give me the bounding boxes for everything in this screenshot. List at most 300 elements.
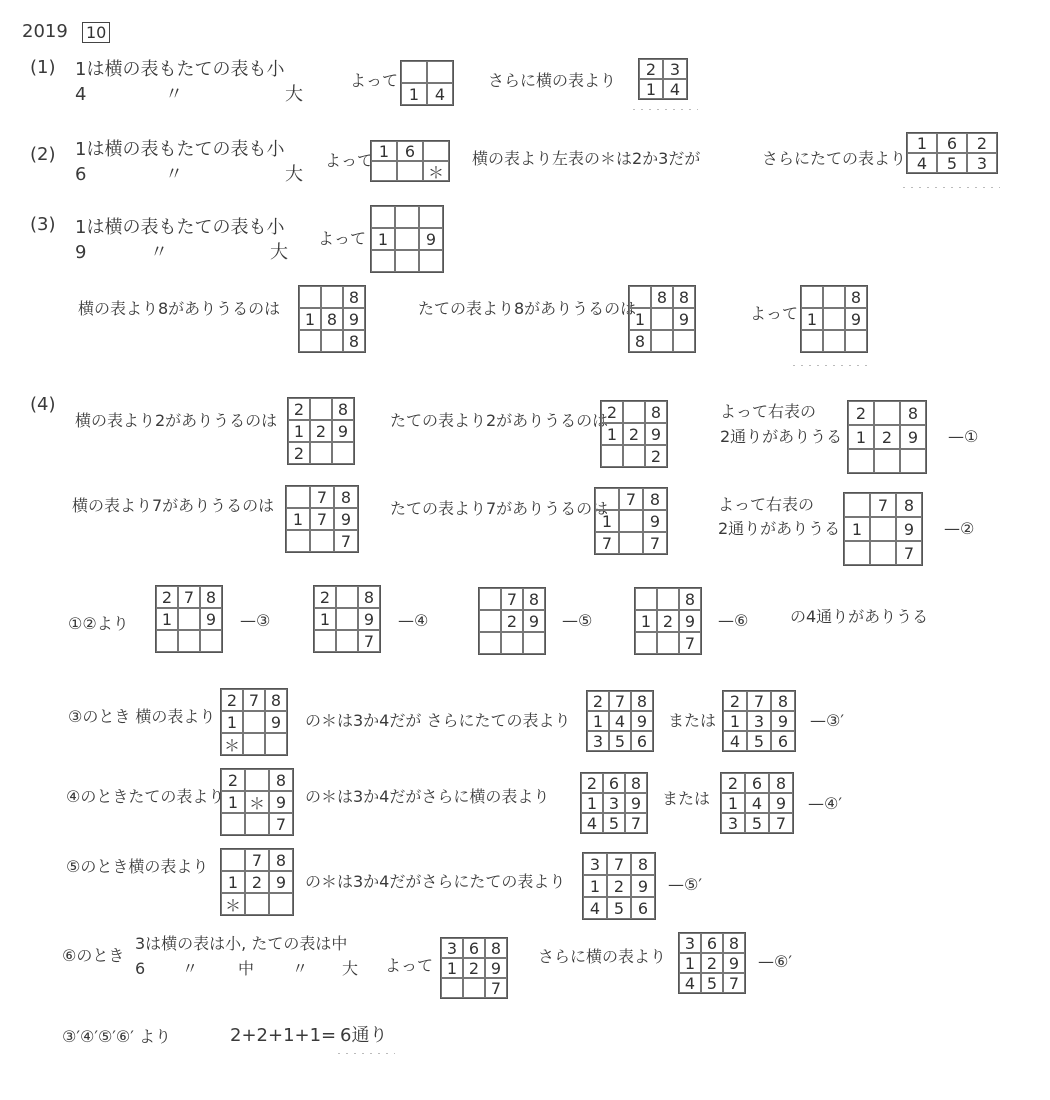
p4-r2-g2-cell-1-1 [619,510,643,532]
p4-r1-g1-cell-2-1 [310,442,332,464]
p3-tate-text: たての表より8がありうるのは [418,299,637,318]
p4-r3-g1-cell-0-2: 8 [200,586,222,608]
p4-r2-g2-cell-2-1 [619,532,643,554]
p4-r3-g1-cell-1-1 [178,608,200,630]
p4-r7-g2-cell-1-1: 2 [701,953,723,973]
p4-r2-g3-cell-0-2: 8 [896,493,922,517]
p4-r4-g1-cell-0-2: 8 [265,689,287,711]
p4-r7-g2 [678,932,746,994]
p4-r2-g1-cell-0-1: 7 [310,486,334,508]
p4-r3-g1 [155,585,223,653]
p4-r3-g1-cell-2-1 [178,630,200,652]
p4-r5-g1-cell-1-2: 9 [269,791,293,813]
p4-r5-g1-cell-0-2: 8 [269,769,293,791]
p1-grid1-cell-0-0 [401,61,427,83]
p4-r4-g1-cell-1-1 [243,711,265,733]
final-expr: 2+2+1+1= [230,1025,337,1046]
p4-r6-g2-cell-2-2: 6 [631,897,655,919]
p1-grid1 [400,60,454,106]
p4-r3-g1-cell-2-0 [156,630,178,652]
p2-grid1-cell-0-2 [423,141,449,161]
p1-line1: 1は横の表もたての表も小 [75,59,285,80]
p4-r3-t4: —⑥ [718,611,749,630]
p3-grid1-cell-0-2 [419,206,443,228]
p4-r2-c2: 2通りがありうる [718,519,841,538]
p2-grid1-cell-1-2: ＊ [423,161,449,181]
p4-r7-g2-cell-2-1: 5 [701,973,723,993]
p4-r2-g3-cell-0-0 [844,493,870,517]
p4-r3-g3-cell-2-0 [479,632,501,654]
p4-r6-g1 [220,848,294,916]
p4-r6-g1-cell-0-2: 8 [269,849,293,871]
p4-r1-g3-cell-2-0 [848,449,874,473]
p3-grid4-cell-1-2: 9 [845,308,867,330]
p4-r5-g3-cell-2-0: 3 [721,813,745,833]
p2-line2a: 6 [75,164,87,185]
p4-r5-g1 [220,768,294,836]
p2-grid2-cell-0-0: 1 [907,133,937,153]
p3-grid1-cell-1-0: 1 [371,228,395,250]
p4-r1-g1 [287,397,355,465]
p3-grid2-cell-0-1 [321,286,343,308]
p4-r2-g1-cell-2-1 [310,530,334,552]
p4-r1-g2 [600,400,668,468]
p4-r7-g2-cell-0-2: 8 [723,933,745,953]
p4-r1-g1-cell-2-2 [332,442,354,464]
p4-r1-g3-cell-1-0: 1 [848,425,874,449]
p3-grid3-cell-0-2: 8 [673,286,695,308]
p4-r6-g1-cell-1-1: 2 [245,871,269,893]
p3-grid2-cell-2-0 [299,330,321,352]
p4-r7-l1: 3は横の表は小, たての表は中 [135,934,348,953]
p4-r1-g2-cell-0-2: 8 [645,401,667,423]
p1-label: (1) [30,57,56,78]
p3-grid1-cell-0-0 [371,206,395,228]
p2-yotte: よって [325,151,374,170]
p3-grid3-cell-1-1 [651,308,673,330]
p3-grid4-cell-0-1 [823,286,845,308]
p4-r4-g2-cell-0-2: 8 [631,691,653,711]
p4-r3-g3-cell-2-2 [523,632,545,654]
p4-r1-g1-cell-0-2: 8 [332,398,354,420]
p4-r2-g3 [843,492,923,566]
p4-r4-or: または [668,711,717,730]
p4-r7-g1-cell-1-1: 2 [463,958,485,978]
p4-r5-g1-cell-0-1 [245,769,269,791]
p2-grid2-cell-1-0: 4 [907,153,937,173]
p3-grid3-cell-0-1: 8 [651,286,673,308]
p4-r3-g4-cell-0-2: 8 [679,588,701,610]
p1-grid1-cell-1-1: 4 [427,83,453,105]
p4-r7-g2-cell-1-2: 9 [723,953,745,973]
p1-grid1-cell-1-0: 1 [401,83,427,105]
p4-r1-g3-cell-1-1: 2 [874,425,900,449]
p3-grid2-cell-2-2: 8 [343,330,365,352]
p4-r3-g3-cell-0-1: 7 [501,588,523,610]
p4-r2-g1-cell-1-0: 1 [286,508,310,530]
p4-r4-g3-cell-0-1: 7 [747,691,771,711]
p4-r2-g1-cell-0-2: 8 [334,486,358,508]
p4-r5-g2-cell-1-2: 9 [625,793,647,813]
p4-r4-g3-cell-2-0: 4 [723,731,747,751]
p4-r6-mid: の＊は3か4だがさらにたての表より [305,872,566,891]
p4-r4-g1-cell-1-0: 1 [221,711,243,733]
p4-r3-g3-cell-1-1: 2 [501,610,523,632]
p4-r4-g1-cell-0-0: 2 [221,689,243,711]
p4-r4-g1-cell-2-2 [265,733,287,755]
p4-r1-g3-cell-2-1 [874,449,900,473]
p4-r7-l2a: 6 [135,959,146,978]
p2-grid2-cell-0-2: 2 [967,133,997,153]
p4-r4-g2-cell-2-2: 6 [631,731,653,751]
p4-r2-g1-cell-1-1: 7 [310,508,334,530]
p4-r3-g4-cell-1-2: 9 [679,610,701,632]
p4-r1-g1-cell-1-2: 9 [332,420,354,442]
p2-grid1-cell-1-0 [371,161,397,181]
p2-grid2 [906,132,998,174]
p4-r3-g2-cell-2-2: 7 [358,630,380,652]
p2-line2c: 大 [285,164,303,185]
p4-r6-g1-cell-1-0: 1 [221,871,245,893]
p3-grid3-cell-0-0 [629,286,651,308]
p4-r4-g1-cell-0-1: 7 [243,689,265,711]
p4-r1-c1: よって右表の [720,402,817,421]
p4-r3-g4-cell-2-2: 7 [679,632,701,654]
p4-r5-g2-cell-2-0: 4 [581,813,603,833]
p3-grid3-cell-1-2: 9 [673,308,695,330]
p2-mid: 横の表より左表の＊は2か3だが [472,149,701,168]
p4-r6-g2-cell-2-1: 5 [607,897,631,919]
p4-r6-lead: ⑤のとき横の表より [66,857,209,876]
p4-r2-g1-cell-2-2: 7 [334,530,358,552]
p4-r4-g3-cell-0-0: 2 [723,691,747,711]
p3-grid4-cell-1-1 [823,308,845,330]
p4-r3-g1-cell-0-0: 2 [156,586,178,608]
p4-r1-g2-cell-2-2: 2 [645,445,667,467]
p3-yotte2: よって [750,304,799,323]
final-underline [335,1048,395,1054]
p4-r6-g1-cell-2-2 [269,893,293,915]
p4-r4-mid: の＊は3か4だが さらにたての表より [305,711,571,730]
p4-r5-g2-cell-0-0: 2 [581,773,603,793]
p4-r7-g2-cell-2-0: 4 [679,973,701,993]
p4-r1-g2-cell-1-2: 9 [645,423,667,445]
p2-grid1-cell-1-1 [397,161,423,181]
p4-r6-g1-cell-1-2: 9 [269,871,293,893]
p4-r5-g3-cell-0-0: 2 [721,773,745,793]
p4-r1-yoko: 横の表より2がありうるのは [75,411,278,430]
p3-label: (3) [30,214,56,235]
p4-r1-g3-cell-0-0: 2 [848,401,874,425]
p4-r3-g1-cell-1-0: 1 [156,608,178,630]
p4-r2-g3-cell-1-1 [870,517,896,541]
p4-r5-g2-cell-0-1: 6 [603,773,625,793]
p4-r3-g2-cell-0-0: 2 [314,586,336,608]
p4-r5-g2-cell-1-0: 1 [581,793,603,813]
p2-grid2-cell-1-1: 5 [937,153,967,173]
p4-r2-g3-cell-1-0: 1 [844,517,870,541]
p3-line1: 1は横の表もたての表も小 [75,217,285,238]
p4-r5-g3-cell-1-1: 4 [745,793,769,813]
header-year: 2019 [22,21,68,42]
p4-r1-g1-cell-0-0: 2 [288,398,310,420]
p1-sarani: さらに横の表より [488,71,617,90]
p4-r6-g1-cell-2-0: ＊ [221,893,245,915]
p3-grid2 [298,285,366,353]
p4-r6-g2-cell-0-2: 8 [631,853,655,875]
p3-grid1-cell-2-1 [395,250,419,272]
p4-r4-g3-cell-1-1: 3 [747,711,771,731]
p1-line2b: 〃 [165,84,183,105]
p4-r2-g1-cell-1-2: 9 [334,508,358,530]
p4-r4-g1-cell-2-1 [243,733,265,755]
p3-grid3-cell-1-0: 1 [629,308,651,330]
p4-r6-g2-cell-1-2: 9 [631,875,655,897]
p4-r6-g2 [582,852,656,920]
p3-grid2-cell-0-2: 8 [343,286,365,308]
p4-r7-g2-cell-0-1: 6 [701,933,723,953]
p4-r3-g3-cell-0-2: 8 [523,588,545,610]
p4-r3-g4-cell-2-0 [635,632,657,654]
p4-r1-g1-cell-1-1: 2 [310,420,332,442]
p4-r3-g3-cell-1-2: 9 [523,610,545,632]
p4-r5-mid: の＊は3か4だがさらに横の表より [305,787,550,806]
p4-r3-g4-cell-0-1 [657,588,679,610]
p4-r3-g4-cell-1-0: 1 [635,610,657,632]
p4-r4-g3-cell-1-0: 1 [723,711,747,731]
p4-r7-g1-cell-1-0: 1 [441,958,463,978]
p4-r4-g2-cell-0-0: 2 [587,691,609,711]
p3-grid1-cell-2-0 [371,250,395,272]
p4-r7-lead: ⑥のとき [62,946,125,965]
p3-underline [790,360,870,366]
p3-grid1-cell-1-2: 9 [419,228,443,250]
p4-r7-l2e: 大 [342,959,359,978]
p4-r2-g3-cell-2-2: 7 [896,541,922,565]
p4-r4-tag: —③′ [810,711,844,730]
p4-r3-g1-cell-0-1: 7 [178,586,200,608]
p1-grid2-cell-0-0: 2 [639,59,663,79]
p4-r7-yotte: よって [385,956,434,975]
p3-grid4-cell-2-0 [801,330,823,352]
p4-r5-g1-cell-1-0: 1 [221,791,245,813]
p4-r2-tag: —② [944,519,975,538]
p4-r7-l2b: 〃 [182,959,199,978]
p4-r1-g2-cell-1-0: 1 [601,423,623,445]
p4-r2-g3-cell-2-1 [870,541,896,565]
p3-grid1-cell-2-2 [419,250,443,272]
p4-r6-g2-cell-1-1: 2 [607,875,631,897]
p3-grid3-cell-2-1 [651,330,673,352]
p4-r2-g1-cell-0-0 [286,486,310,508]
p3-line2c: 大 [270,242,288,263]
p4-r1-g1-cell-0-1 [310,398,332,420]
p2-line1: 1は横の表もたての表も小 [75,139,285,160]
p4-r1-g3-cell-2-2 [900,449,926,473]
p2-underline [900,182,1000,188]
p4-r6-g1-cell-0-0 [221,849,245,871]
p4-r5-g1-cell-0-0: 2 [221,769,245,791]
p4-r3-g3-cell-0-0 [479,588,501,610]
p3-grid2-cell-1-2: 9 [343,308,365,330]
p4-r2-g2-cell-1-0: 1 [595,510,619,532]
p4-r1-g2-cell-1-1: 2 [623,423,645,445]
p4-r7-l2c: 中 [238,959,255,978]
p4-r5-g3-cell-0-2: 8 [769,773,793,793]
p1-grid2-cell-0-1: 3 [663,59,687,79]
p4-r2-g3-cell-2-0 [844,541,870,565]
p4-r6-tag: —⑤′ [668,875,702,894]
p4-r4-g2-cell-0-1: 7 [609,691,631,711]
p2-grid1-cell-0-0: 1 [371,141,397,161]
p4-r7-g1-cell-2-0 [441,978,463,998]
p4-r5-g2-cell-0-2: 8 [625,773,647,793]
p4-r1-g1-cell-1-0: 1 [288,420,310,442]
p3-grid4-cell-0-0 [801,286,823,308]
p2-grid1 [370,140,450,182]
p4-r3-g2-cell-1-1 [336,608,358,630]
p4-r1-g2-cell-0-0: 2 [601,401,623,423]
p4-r4-g2 [586,690,654,752]
p3-grid2-cell-1-1: 8 [321,308,343,330]
p4-r3-g4-cell-1-1: 2 [657,610,679,632]
p3-grid4-cell-0-2: 8 [845,286,867,308]
p4-r1-g3-cell-1-2: 9 [900,425,926,449]
p4-r3-g2-cell-2-0 [314,630,336,652]
p4-r5-g2-cell-2-1: 5 [603,813,625,833]
p4-r2-g2-cell-2-0: 7 [595,532,619,554]
p3-grid1-cell-1-1 [395,228,419,250]
p4-r4-g3-cell-1-2: 9 [771,711,795,731]
p4-r4-g3-cell-2-1: 5 [747,731,771,751]
p2-line2b: 〃 [165,164,183,185]
p1-yotte: よって [350,71,399,90]
p4-r6-g1-cell-0-1: 7 [245,849,269,871]
p1-line2a: 4 [75,84,87,105]
p4-r5-tag: —④′ [808,794,842,813]
p4-r3-g2-cell-1-2: 9 [358,608,380,630]
p4-r5-g1-cell-1-1: ＊ [245,791,269,813]
p3-grid3-cell-2-2 [673,330,695,352]
p3-yoko-text: 横の表より8がありうるのは [78,299,281,318]
p3-grid1 [370,205,444,273]
problem-number: 10 [82,22,110,43]
p4-r1-g2-cell-2-0 [601,445,623,467]
p4-r2-c1: よって右表の [718,495,815,514]
p4-r3-g2 [313,585,381,653]
p4-r4-g2-cell-2-0: 3 [587,731,609,751]
p4-r7-g1 [440,937,508,999]
p4-r2-g2-cell-1-2: 9 [643,510,667,532]
p4-r4-g3-cell-0-2: 8 [771,691,795,711]
p4-r3-g2-cell-1-0: 1 [314,608,336,630]
p4-r5-g1-cell-2-1 [245,813,269,835]
p3-grid4 [800,285,868,353]
p4-r7-g1-cell-0-1: 6 [463,938,485,958]
p4-r2-yoko: 横の表より7がありうるのは [72,496,275,515]
p1-line2c: 大 [285,84,303,105]
p4-r1-tag: —① [948,427,979,446]
p4-r3-g3-cell-2-1 [501,632,523,654]
p3-grid4-cell-2-1 [823,330,845,352]
p4-r3-g4 [634,587,702,655]
p4-r5-g1-cell-2-2: 7 [269,813,293,835]
p4-r5-lead: ④のときたての表より [66,787,225,806]
p4-r6-g2-cell-1-0: 1 [583,875,607,897]
p4-r7-g2-cell-2-2: 7 [723,973,745,993]
p4-r5-g1-cell-2-0 [221,813,245,835]
p4-r1-g2-cell-0-1 [623,401,645,423]
p4-r4-g3 [722,690,796,752]
p2-grid1-cell-0-1: 6 [397,141,423,161]
p4-r2-g1 [285,485,359,553]
p4-r4-g2-cell-1-1: 4 [609,711,631,731]
p4-r1-g3-cell-0-1 [874,401,900,425]
p4-r5-g3-cell-2-2: 7 [769,813,793,833]
p3-grid3 [628,285,696,353]
p4-r3-g2-cell-2-1 [336,630,358,652]
p4-r3-g1-cell-1-2: 9 [200,608,222,630]
p4-r7-l2d: 〃 [292,959,309,978]
p4-r7-g1-cell-0-2: 8 [485,938,507,958]
p3-yotte: よって [318,229,367,248]
p4-r5-g2 [580,772,648,834]
p4-r3-g4-cell-0-0 [635,588,657,610]
p4-r3-g1-cell-2-2 [200,630,222,652]
p1-grid1-cell-0-1 [427,61,453,83]
p4-r3-g3 [478,587,546,655]
p4-r2-g2-cell-0-2: 8 [643,488,667,510]
p4-r7-g1-cell-0-0: 3 [441,938,463,958]
p4-r4-g2-cell-2-1: 5 [609,731,631,751]
p4-r7-g1-cell-2-1 [463,978,485,998]
p4-r6-g2-cell-0-1: 7 [607,853,631,875]
p2-label: (2) [30,144,56,165]
p4-r5-g2-cell-1-1: 3 [603,793,625,813]
p4-r1-tate: たての表より2がありうるのは [390,411,609,430]
p3-grid1-cell-0-1 [395,206,419,228]
p4-r7-sarani: さらに横の表より [538,947,667,966]
p4-r7-g1-cell-2-2: 7 [485,978,507,998]
final-answer: 6通り [340,1025,388,1046]
p4-r1-c2: 2通りがありうる [720,427,843,446]
p4-r2-g2 [594,487,668,555]
p4-r4-lead: ③のとき 横の表より [68,707,216,726]
p4-r4-g1-cell-2-0: ＊ [221,733,243,755]
p4-r4-g1-cell-1-2: 9 [265,711,287,733]
p4-r3-g2-cell-0-2: 8 [358,586,380,608]
p4-r5-g3 [720,772,794,834]
p4-r2-g3-cell-0-1: 7 [870,493,896,517]
p4-r2-tate: たての表より7がありうるのは [390,499,609,518]
p1-grid2-cell-1-0: 1 [639,79,663,99]
p2-grid2-cell-1-2: 3 [967,153,997,173]
p4-r3-g4-cell-2-1 [657,632,679,654]
p4-r3-g3-cell-1-0 [479,610,501,632]
p4-r2-g3-cell-1-2: 9 [896,517,922,541]
p4-r6-g1-cell-2-1 [245,893,269,915]
p4-r5-g3-cell-1-0: 1 [721,793,745,813]
p4-r4-g2-cell-1-2: 9 [631,711,653,731]
p3-grid2-cell-1-0: 1 [299,308,321,330]
p3-grid4-cell-1-0: 1 [801,308,823,330]
p4-r5-g3-cell-1-2: 9 [769,793,793,813]
p4-r3-g2-cell-0-1 [336,586,358,608]
final-lead: ③′④′⑤′⑥′ より [62,1027,171,1046]
p4-r2-g2-cell-0-1: 7 [619,488,643,510]
p4-r6-g2-cell-0-0: 3 [583,853,607,875]
p4-r4-g1 [220,688,288,756]
